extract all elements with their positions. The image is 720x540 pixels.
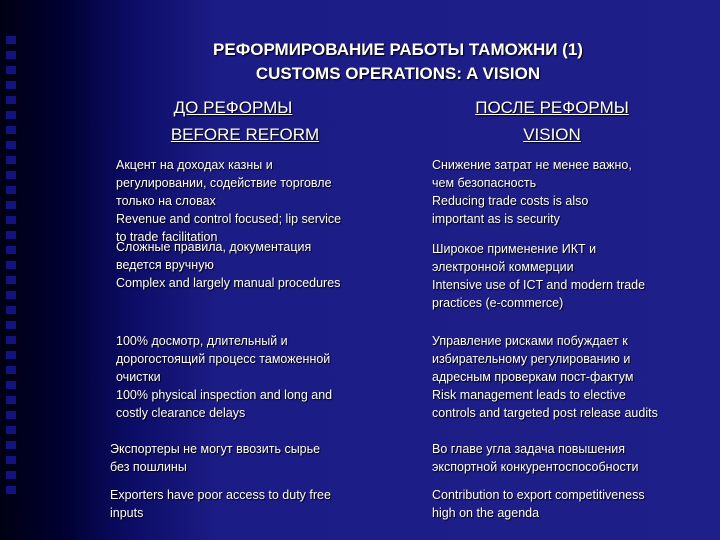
row-4-before: [110, 440, 320, 476]
row-3-after-line: адресным проверкам пост-фактум: [432, 370, 634, 384]
row-3-before: [116, 332, 332, 422]
column-header-after-en: VISION: [523, 125, 581, 144]
row-3-before-line: 100% physical inspection and long and: [116, 388, 333, 402]
row-5-after: [432, 486, 645, 522]
title-line-ru: РЕФОРМИРОВАНИЕ РАБОТЫ ТАМОЖНИ (1): [213, 40, 583, 59]
row-1-before: [116, 156, 341, 246]
row-4-after-line: экспортной конкурентоспособности: [432, 460, 639, 474]
row-3-after-line: controls and targeted post release audits: [432, 406, 658, 420]
row-1-after: [432, 156, 632, 228]
row-1-before-line: регулировании, содействие торговле: [116, 176, 332, 190]
row-4-after-line: Во главе угла задача повышения: [432, 442, 626, 456]
row-5-before-line: inputs: [110, 506, 144, 520]
row-1-before-line: Revenue and control focused; lip service: [116, 212, 342, 226]
row-2-before: [116, 238, 340, 292]
row-1-before-line: Акцент на доходах казны и: [116, 158, 273, 172]
column-header-before: [112, 94, 378, 148]
row-1-before-line: только на словах: [116, 194, 216, 208]
row-5-after-line: Contribution to export competitiveness: [432, 488, 645, 502]
row-1-after-line: important as is security: [432, 212, 560, 226]
row-3-after-line: избирательному регулированию и: [432, 352, 631, 366]
row-2-after-line: электронной коммерции: [432, 260, 574, 274]
row-5-after-line: high on the agenda: [432, 506, 540, 520]
row-2-before-line: Complex and largely manual procedures: [116, 276, 341, 290]
row-2-after-line: practices (e-commerce): [432, 296, 564, 310]
row-3-after-line: Risk management leads to elective: [432, 388, 626, 402]
row-3-after-line: Управление рисками побуждает к: [432, 334, 628, 348]
row-5-before-line: Exporters have poor access to duty free: [110, 488, 331, 502]
row-4-after: [432, 440, 638, 476]
row-3-before-line: очистки: [116, 370, 161, 384]
row-2-after-line: Широкое применение ИКТ и: [432, 242, 597, 256]
decorative-square-strip: [6, 36, 22, 496]
row-1-after-line: Reducing trade costs is also: [432, 194, 589, 208]
row-1-after-line: чем безопасность: [432, 176, 537, 190]
row-2-after: [432, 240, 645, 312]
row-1-after-line: Снижение затрат не менее важно,: [432, 158, 632, 172]
column-header-before-en: BEFORE REFORM: [170, 125, 320, 144]
row-3-before-line: costly clearance delays: [116, 406, 246, 420]
row-4-before-line: Экспортеры не могут ввозить сырье: [110, 442, 321, 456]
row-2-before-line: Сложные правила, документация: [116, 240, 312, 254]
column-header-before-ru: ДО РЕФОРМЫ: [173, 98, 293, 117]
row-5-before: [110, 486, 331, 522]
column-header-after: [436, 94, 668, 148]
title-line-en: CUSTOMS OPERATIONS: A VISION: [255, 64, 541, 83]
row-2-before-line: ведется вручную: [116, 258, 214, 272]
slide-title: [120, 38, 676, 86]
row-4-before-line: без пошлины: [110, 460, 187, 474]
row-3-after: [432, 332, 658, 422]
row-2-after-line: Intensive use of ICT and modern trade: [432, 278, 646, 292]
column-header-after-ru: ПОСЛЕ РЕФОРМЫ: [475, 98, 629, 117]
row-3-before-line: дорогостоящий процесс таможенной: [116, 352, 331, 366]
row-3-before-line: 100% досмотр, длительный и: [116, 334, 288, 348]
row-1-before-line: to trade facilitation: [116, 230, 218, 244]
